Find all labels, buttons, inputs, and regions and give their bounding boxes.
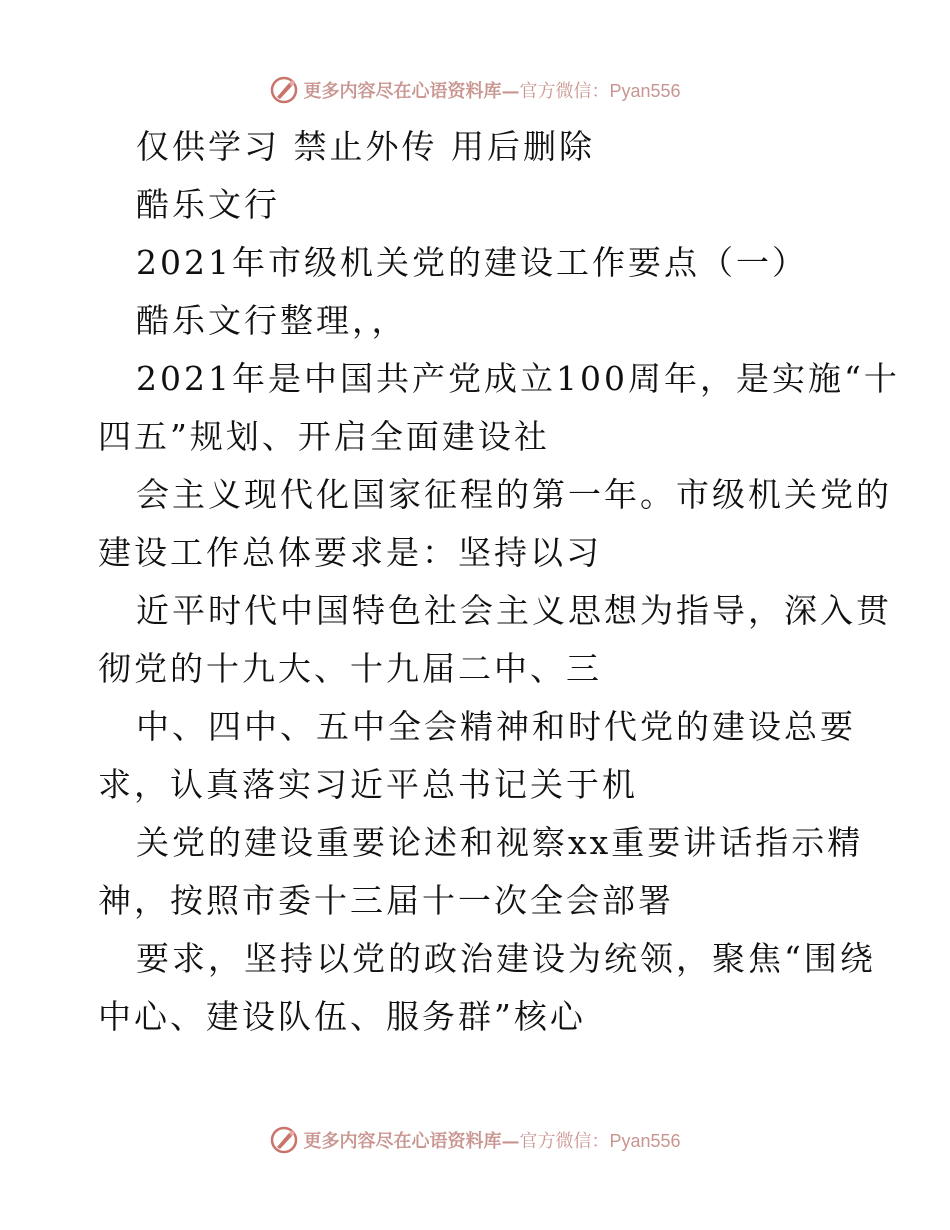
body-line: 酷乐文行 — [136, 185, 280, 224]
body-line: 求，认真落实习近平总书记关于机 — [98, 765, 638, 804]
pen-logo-icon — [269, 75, 299, 105]
body-line: 四五”规划、开启全面建设社 — [98, 417, 550, 456]
footer-brand-text — [303, 1127, 680, 1153]
page-header — [0, 70, 950, 110]
header-brand-text — [303, 77, 680, 103]
body-line: 会主义现代化国家征程的第一年。市级机关党的 — [136, 475, 892, 514]
document-body — [98, 118, 900, 1046]
body-line: 近平时代中国特色社会主义思想为指导，深入贯 — [136, 591, 892, 630]
body-line: 中心、建设队伍、服务群”核心 — [98, 997, 586, 1036]
body-line: 建设工作总体要求是：坚持以习 — [98, 533, 602, 572]
footer-separator: — — [501, 1131, 520, 1152]
body-line: 仅供学习 禁止外传 用后删除 — [136, 127, 595, 166]
body-line: 彻党的十九大、十九届二中、三 — [98, 649, 602, 688]
page-footer — [0, 1120, 950, 1160]
body-line: 2021年是中国共产党成立100周年，是实施“十 — [136, 359, 900, 398]
body-line: 酷乐文行整理，， — [136, 301, 408, 340]
footer-wechat: 官方微信：Pyan556 — [519, 1131, 681, 1151]
header-wechat: 官方微信：Pyan556 — [519, 81, 681, 101]
body-line: 关党的建设重要论述和视察xx重要讲话指示精 — [136, 823, 864, 862]
footer-brand: 更多内容尽在心语资料库 — [303, 1131, 502, 1152]
body-line: 中、四中、五中全会精神和时代党的建设总要 — [136, 707, 856, 746]
body-line: 要求，坚持以党的政治建设为统领，聚焦“围绕 — [136, 939, 876, 978]
body-line: 神，按照市委十三届十一次全会部署 — [98, 881, 674, 920]
document-title: 2021年市级机关党的建设工作要点（一） — [136, 243, 808, 282]
header-separator: — — [501, 81, 520, 102]
header-brand: 更多内容尽在心语资料库 — [303, 81, 502, 102]
pen-logo-icon — [269, 1125, 299, 1155]
